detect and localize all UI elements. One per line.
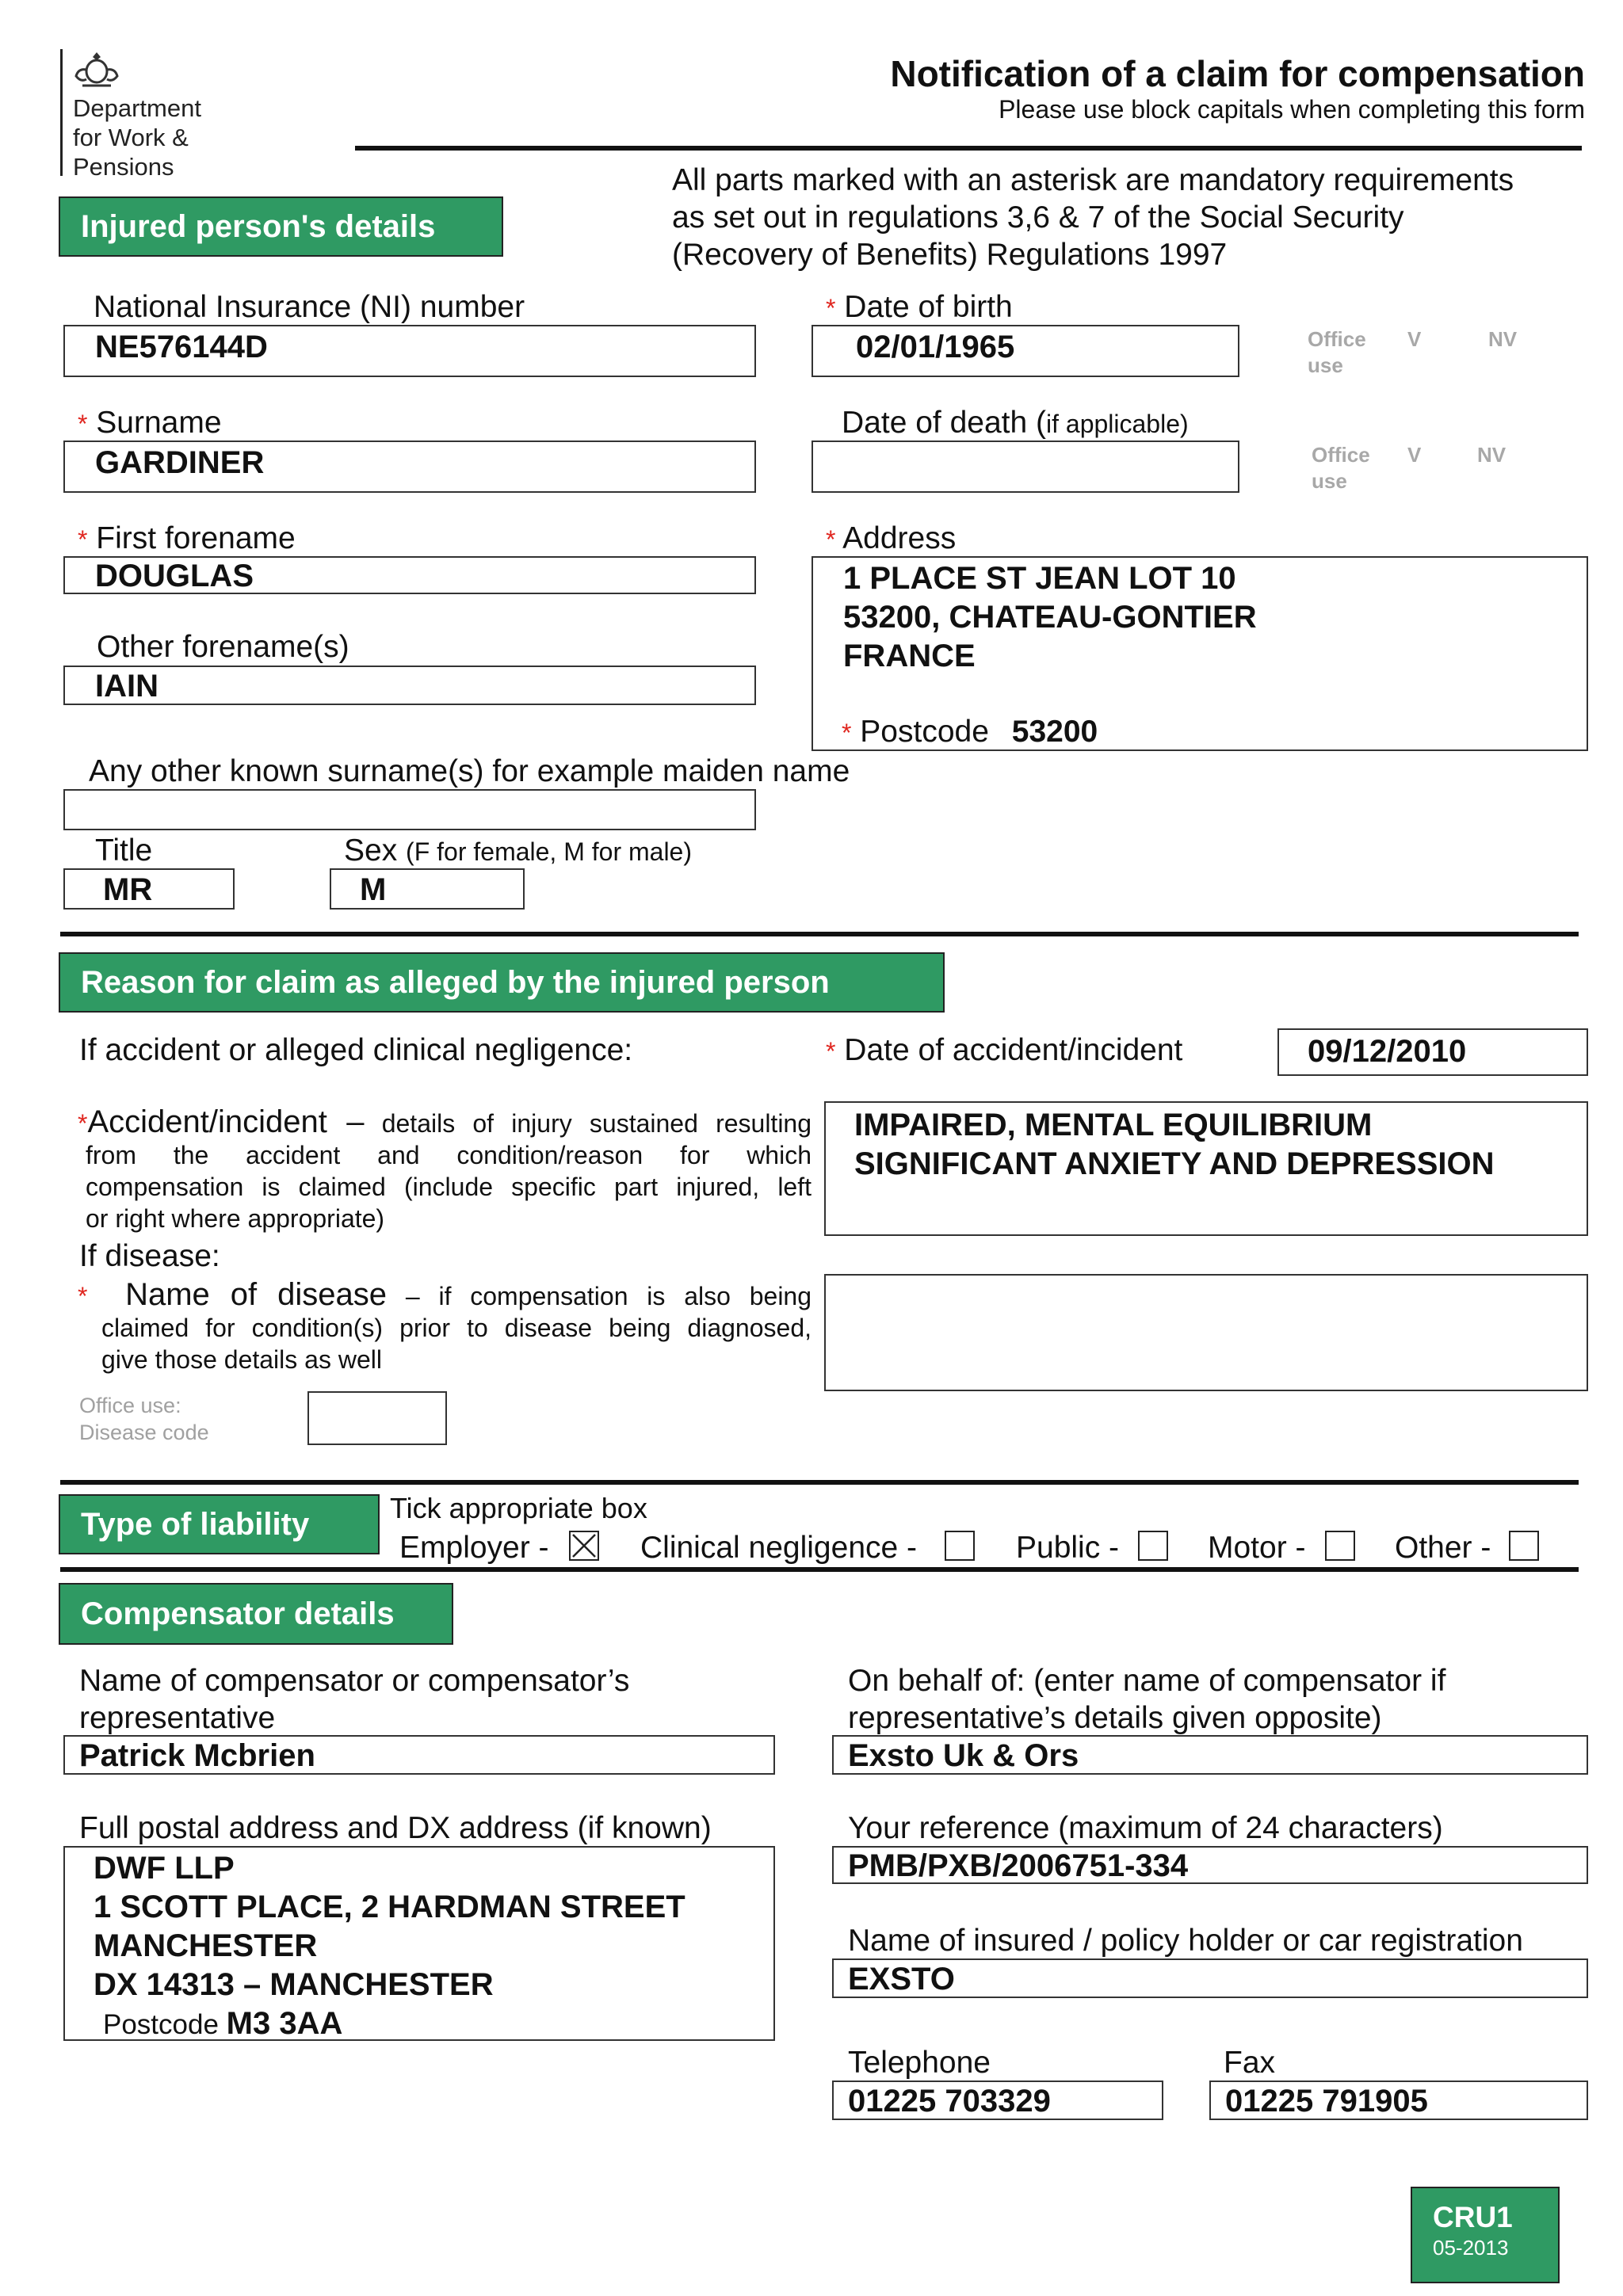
compensator-name-value: Patrick Mcbrien xyxy=(79,1738,315,1773)
required-asterisk: * xyxy=(78,525,88,554)
liability-option-employer-label: Employer - xyxy=(399,1531,549,1565)
office-use-label: Office xyxy=(1312,443,1370,467)
postcode-value: 53200 xyxy=(1011,715,1098,749)
form-date: 05-2013 xyxy=(1433,2236,1509,2260)
dod-label-main: Date of death ( xyxy=(842,406,1046,440)
other-forenames-field[interactable] xyxy=(63,666,756,705)
surname-label xyxy=(78,407,222,438)
dwp-logo xyxy=(60,49,235,181)
address-label-text: Address xyxy=(842,521,957,555)
required-asterisk: * xyxy=(78,410,88,438)
office-nv: NV xyxy=(1477,443,1507,467)
disease-label-line: give those details as well xyxy=(101,1345,382,1374)
on-behalf-label-line: On behalf of: (enter name of compensator if xyxy=(848,1664,1446,1698)
on-behalf-value: Exsto Uk & Ors xyxy=(848,1738,1079,1773)
sex-field[interactable] xyxy=(330,868,525,910)
section-reason-for-claim: Reason for claim as alleged by the injured person xyxy=(59,952,945,1013)
other-forenames-label: Other forename(s) xyxy=(97,630,349,664)
compensator-name-label xyxy=(79,1662,629,1737)
disease-field[interactable] xyxy=(824,1274,1588,1391)
section-rule xyxy=(60,932,1579,936)
injury-line: SIGNIFICANT ANXIETY AND DEPRESSION xyxy=(854,1146,1495,1181)
disease-code-field[interactable] xyxy=(307,1391,447,1445)
dod-label xyxy=(842,407,1189,438)
form-code: CRU1 xyxy=(1433,2201,1513,2233)
department-line: Department xyxy=(73,94,201,122)
sex-label xyxy=(344,835,692,866)
section-injured-person: Injured person's details xyxy=(59,196,503,257)
office-v: V xyxy=(1407,327,1422,351)
office-v: V xyxy=(1407,443,1422,467)
telephone-label: Telephone xyxy=(848,2046,991,2080)
office-use-dob xyxy=(1308,326,1366,378)
title-label: Title xyxy=(95,833,153,868)
liability-option-motor-label: Motor - xyxy=(1208,1531,1306,1565)
office-use-label: use xyxy=(1312,468,1347,493)
sex-value: M xyxy=(360,872,387,907)
postcode-row xyxy=(842,716,1098,747)
royal-crest-icon xyxy=(73,49,120,89)
postal-address-line: DWF LLP xyxy=(94,1851,235,1886)
reference-value: PMB/PXB/2006751-334 xyxy=(848,1848,1189,1883)
required-asterisk: * xyxy=(826,294,836,322)
postal-address-value xyxy=(94,1849,685,2004)
compensator-name-label-line: Name of compensator or compensator’s xyxy=(79,1664,630,1698)
tick-instruction: Tick appropriate box xyxy=(390,1492,647,1524)
other-surname-label: Any other known surname(s) for example maiden name xyxy=(89,754,850,788)
liability-option-clinical-label: Clinical negligence - xyxy=(640,1531,918,1565)
postal-address-line: MANCHESTER xyxy=(94,1928,318,1963)
required-asterisk: * xyxy=(842,719,852,747)
accident-date-value: 09/12/2010 xyxy=(1308,1034,1467,1069)
required-asterisk: * xyxy=(826,1037,836,1066)
compensator-postcode-value: M3 3AA xyxy=(226,2006,343,2041)
department-line: Pensions xyxy=(73,153,174,181)
disease-label-line xyxy=(78,1279,812,1312)
office-use-disease-label: Disease code xyxy=(79,1420,209,1444)
fax-value: 01225 791905 xyxy=(1225,2084,1428,2119)
page-title: Notification of a claim for compensation xyxy=(890,53,1585,94)
insured-label: Name of insured / policy holder or car registration xyxy=(848,1924,1523,1958)
on-behalf-label-line: representative’s details given opposite) xyxy=(848,1701,1382,1735)
office-use-label: use xyxy=(1308,353,1343,377)
title-value: MR xyxy=(103,872,153,907)
header-rule xyxy=(355,146,1582,151)
ni-label: National Insurance (NI) number xyxy=(94,290,525,324)
disease-label-line: claimed for condition(s) prior to disease being diagnosed, xyxy=(101,1314,812,1342)
other-forenames-value: IAIN xyxy=(95,669,158,704)
employer-checkbox[interactable] xyxy=(569,1531,599,1561)
other-surname-field[interactable] xyxy=(63,789,756,830)
other-checkbox[interactable] xyxy=(1509,1531,1539,1561)
checkbox-cross-icon xyxy=(571,1532,598,1559)
disease-label-main: Name of disease xyxy=(125,1277,388,1312)
on-behalf-label xyxy=(848,1662,1445,1737)
fax-label: Fax xyxy=(1224,2046,1276,2080)
mandatory-note xyxy=(672,162,1514,273)
logo-rule xyxy=(60,49,63,176)
accident-label-line: or right where appropriate) xyxy=(86,1204,385,1233)
section-compensator-details: Compensator details xyxy=(59,1583,453,1645)
mandatory-note-line: as set out in regulations 3,6 & 7 of the Social Security xyxy=(672,200,1404,235)
accident-label-line xyxy=(78,1106,812,1139)
first-forename-value: DOUGLAS xyxy=(95,559,254,593)
disease-label xyxy=(78,1279,812,1375)
office-nv: NV xyxy=(1488,327,1518,351)
address-line: 1 PLACE ST JEAN LOT 10 xyxy=(843,561,1236,596)
first-forename-label xyxy=(78,523,296,554)
reference-label: Your reference (maximum of 24 characters) xyxy=(848,1811,1443,1845)
surname-label-text: Surname xyxy=(96,406,222,440)
dob-label-text: Date of birth xyxy=(844,290,1013,324)
motor-checkbox[interactable] xyxy=(1325,1531,1355,1561)
dod-label-small: if applicable) xyxy=(1046,410,1189,438)
dod-field[interactable] xyxy=(812,441,1239,493)
form-code-badge xyxy=(1411,2187,1560,2283)
accident-label-detail: details of injury sustained resulting xyxy=(381,1109,812,1138)
department-line: for Work & xyxy=(73,124,189,151)
mandatory-note-line: All parts marked with an asterisk are mandatory requirements xyxy=(672,163,1514,197)
postal-address-label: Full postal address and DX address (if known) xyxy=(79,1811,712,1845)
address-label xyxy=(826,523,956,554)
accident-label-main: Accident/incident – xyxy=(87,1104,365,1139)
required-asterisk: * xyxy=(78,1282,88,1310)
page-subtitle: Please use block capitals when completing this form xyxy=(999,95,1585,124)
accident-date-label-text: Date of accident/incident xyxy=(844,1033,1183,1067)
department-name xyxy=(73,93,201,181)
required-asterisk: * xyxy=(826,525,836,554)
public-checkbox[interactable] xyxy=(1138,1531,1168,1561)
injury-line: IMPAIRED, MENTAL EQUILIBRIUM xyxy=(854,1108,1373,1142)
telephone-value: 01225 703329 xyxy=(848,2084,1051,2119)
clinical-negligence-checkbox[interactable] xyxy=(945,1531,975,1561)
sex-label-main: Sex xyxy=(344,833,398,868)
accident-date-label xyxy=(826,1035,1182,1066)
ni-value: NE576144D xyxy=(95,330,268,364)
compensator-name-label-line: representative xyxy=(79,1701,276,1735)
address-line: FRANCE xyxy=(843,639,976,673)
address-value xyxy=(843,559,1257,676)
section-type-of-liability: Type of liability xyxy=(59,1494,380,1554)
liability-option-public-label: Public - xyxy=(1016,1531,1120,1565)
compensator-postcode-row xyxy=(103,2008,342,2039)
injury-details-value xyxy=(854,1106,1495,1184)
first-forename-label-text: First forename xyxy=(96,521,296,555)
mandatory-note-line: (Recovery of Benefits) Regulations 1997 xyxy=(672,238,1228,272)
dob-value: 02/01/1965 xyxy=(856,330,1015,364)
disease-intro: If disease: xyxy=(79,1239,220,1273)
accident-label-line: from the accident and condition/reason for which xyxy=(86,1141,812,1169)
postal-address-line: 1 SCOTT PLACE, 2 HARDMAN STREET xyxy=(94,1890,685,1924)
surname-value: GARDINER xyxy=(95,445,265,480)
office-use-label: Office xyxy=(1308,327,1366,351)
postal-address-line: DX 14313 – MANCHESTER xyxy=(94,1967,494,2002)
dob-label xyxy=(826,292,1013,322)
disease-label-detail: – if compensation is also being xyxy=(405,1282,812,1310)
accident-intro: If accident or alleged clinical negligence: xyxy=(79,1033,633,1067)
compensator-postcode-label: Postcode xyxy=(103,2009,219,2040)
section-rule xyxy=(60,1480,1579,1485)
postcode-label: Postcode xyxy=(860,715,989,749)
office-use-disease xyxy=(79,1393,209,1447)
accident-label xyxy=(78,1106,812,1234)
sex-label-small: (F for female, M for male) xyxy=(406,837,692,866)
required-asterisk: * xyxy=(78,1109,88,1138)
insured-value: EXSTO xyxy=(848,1962,955,1997)
address-line: 53200, CHATEAU-GONTIER xyxy=(843,600,1257,635)
section-rule xyxy=(60,1567,1579,1572)
accident-label-line: compensation is claimed (include specific part injured, left xyxy=(86,1173,812,1201)
liability-option-other-label: Other - xyxy=(1395,1531,1491,1565)
office-use-dod xyxy=(1312,442,1370,494)
office-use-disease-label: Office use: xyxy=(79,1394,181,1417)
